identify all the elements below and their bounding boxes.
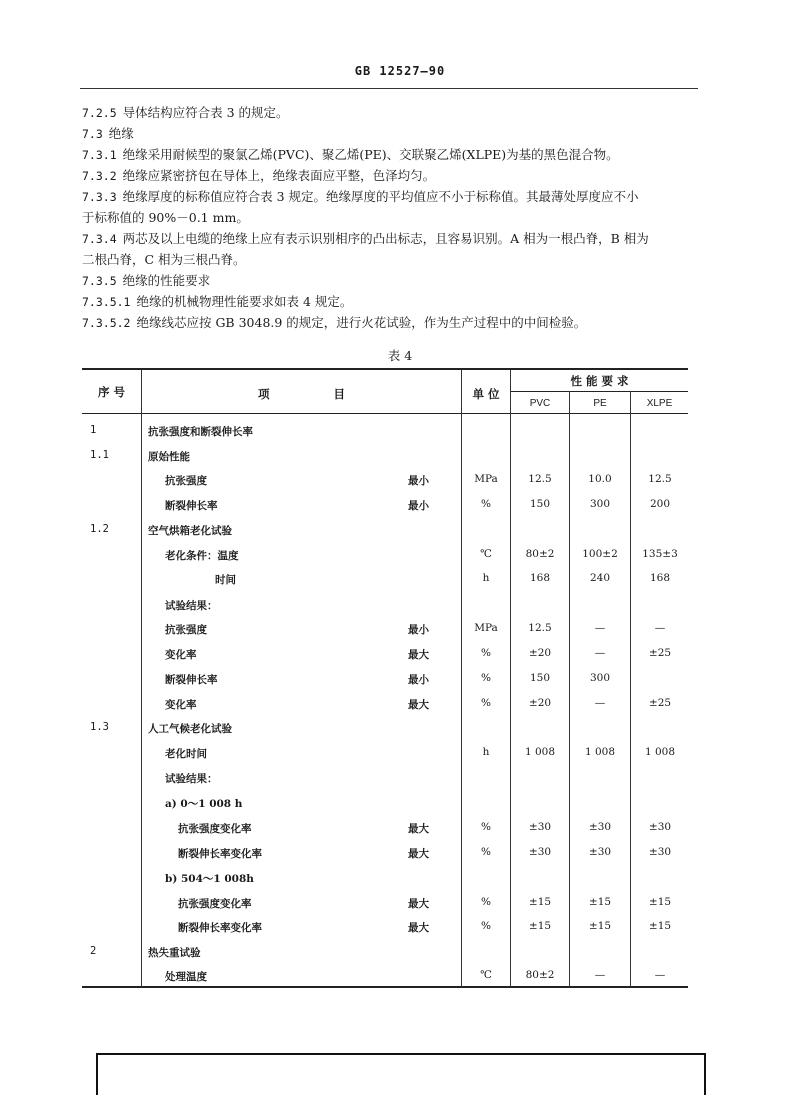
- row-pe: 1 008: [584, 746, 616, 758]
- row-pe: 240: [589, 572, 611, 584]
- clause-text: 绝缘应紧密挤包在导体上，绝缘表面应平整，色泽均匀。: [122, 168, 436, 183]
- row-xlpe: —: [654, 622, 666, 634]
- clause-number: 7.3.4: [82, 232, 117, 246]
- row-unit: h: [482, 572, 490, 584]
- row-item: 时间: [215, 574, 236, 586]
- row-unit: %: [481, 647, 491, 659]
- row-item: 热失重试验: [148, 947, 201, 959]
- table-col-divider: [569, 391, 570, 987]
- row-unit: %: [481, 896, 491, 908]
- row-condition: 最小: [408, 475, 429, 487]
- row-pvc: ±30: [528, 846, 552, 858]
- row-item: 断裂伸长率变化率: [178, 922, 262, 934]
- paragraph: [82, 144, 702, 166]
- paragraph: [82, 291, 702, 313]
- row-xlpe: 1 008: [644, 746, 676, 758]
- row-condition: 最大: [408, 823, 429, 835]
- paragraph: [82, 270, 702, 292]
- row-condition: 最小: [408, 500, 429, 512]
- row-item: 人工气候老化试验: [148, 723, 232, 735]
- row-item: 抗张强度变化率: [178, 823, 252, 835]
- row-pvc: ±15: [528, 920, 552, 932]
- clause-number: 7.3.5: [82, 274, 117, 288]
- row-item: b) 504～1 008h: [165, 873, 254, 885]
- table-col-divider: [461, 369, 462, 987]
- row-item: 试验结果：: [165, 773, 218, 785]
- paragraph: [82, 102, 702, 124]
- row-seq: 2: [90, 945, 97, 957]
- footer-frame: [96, 1053, 706, 1095]
- row-pvc: ±20: [528, 647, 552, 659]
- row-pe: 10.0: [588, 473, 612, 485]
- row-xlpe: ±30: [648, 846, 672, 858]
- row-xlpe: ±15: [648, 896, 672, 908]
- row-condition: 最大: [408, 922, 429, 934]
- row-pe: ±30: [588, 821, 612, 833]
- paragraph: [82, 165, 702, 187]
- row-pvc: 12.5: [528, 473, 552, 485]
- header-pvc: PVC: [529, 398, 551, 409]
- clause-text: 绝缘的机械物理性能要求如表 4 规定。: [136, 294, 353, 309]
- row-xlpe: —: [654, 969, 666, 981]
- row-item: 空气烘箱老化试验: [148, 525, 232, 537]
- header-xlpe: XLPE: [646, 398, 673, 409]
- row-pe: ±15: [588, 920, 612, 932]
- row-pe: ±30: [588, 846, 612, 858]
- row-item: 抗张强度变化率: [178, 898, 252, 910]
- row-item: 抗张强度: [165, 475, 207, 487]
- row-condition: 最大: [408, 848, 429, 860]
- row-unit: %: [481, 920, 491, 932]
- clause-text: 绝缘的性能要求: [122, 273, 211, 288]
- clause-text: 绝缘厚度的标称值应符合表 3 规定。绝缘厚度的平均值应不小于标称值。其最薄处厚度应不小: [122, 189, 639, 204]
- header-seq: 序 号: [97, 385, 125, 399]
- clause-number: 7.3.1: [82, 148, 117, 162]
- row-unit: MPa: [474, 622, 498, 634]
- row-xlpe: ±30: [648, 821, 672, 833]
- row-xlpe: ±25: [648, 697, 672, 709]
- paragraph: [82, 312, 702, 334]
- row-item: 变化率: [165, 649, 197, 661]
- row-pvc: ±30: [528, 821, 552, 833]
- row-item: 断裂伸长率: [165, 674, 218, 686]
- row-item: a) 0～1 008 h: [165, 798, 243, 810]
- paragraph: [82, 249, 702, 270]
- row-item: 老化条件：温度: [165, 550, 239, 562]
- header-perf: 性 能 要 求: [570, 374, 629, 388]
- header-unit: 单 位: [472, 387, 500, 401]
- clause-number: 7.3.5.1: [82, 295, 131, 309]
- row-unit: h: [482, 746, 490, 758]
- clause-text: 二根凸脊，C 相为三根凸脊。: [82, 252, 246, 267]
- table-top-rule: [82, 368, 688, 370]
- row-seq: 1.2: [90, 523, 109, 535]
- row-condition: 最小: [408, 624, 429, 636]
- table-col-divider: [141, 369, 142, 987]
- row-item: 抗张强度: [165, 624, 207, 636]
- row-condition: 最大: [408, 898, 429, 910]
- clause-text: 绝缘采用耐候型的聚氯乙烯(PVC)、聚乙烯(PE)、交联聚乙烯(XLPE)为基的黑色混合物。: [122, 147, 619, 162]
- row-seq: 1.3: [90, 721, 109, 733]
- table-perf-rule: [511, 391, 688, 392]
- row-item: 原始性能: [148, 451, 190, 463]
- row-unit: %: [481, 672, 491, 684]
- row-item: 处理温度: [165, 971, 207, 983]
- paragraph: [82, 123, 702, 145]
- clause-text: 绝缘线芯应按 GB 3048.9 的规定，进行火花试验，作为生产过程中的中间检验。: [136, 315, 587, 330]
- clause-text: 绝缘: [108, 126, 134, 141]
- table-header-rule: [82, 413, 688, 414]
- row-item: 变化率: [165, 699, 197, 711]
- row-unit: ℃: [480, 548, 492, 560]
- row-pvc: 150: [529, 498, 551, 510]
- row-unit: %: [481, 697, 491, 709]
- row-seq: 1.1: [90, 449, 109, 461]
- row-pe: —: [594, 697, 606, 709]
- row-xlpe: ±25: [648, 647, 672, 659]
- header-pe: PE: [593, 398, 607, 409]
- row-item: 断裂伸长率变化率: [178, 848, 262, 860]
- row-item: 抗张强度和断裂伸长率: [148, 426, 253, 438]
- table-col-divider: [510, 369, 511, 987]
- row-unit: ℃: [480, 969, 492, 981]
- row-pvc: 150: [529, 672, 551, 684]
- clause-number: 7.3: [82, 127, 103, 141]
- row-unit: MPa: [474, 473, 498, 485]
- row-pe: 300: [589, 498, 611, 510]
- clause-text: 于标称值的 90%－0.1 mm。: [82, 210, 249, 225]
- row-unit: %: [481, 498, 491, 510]
- row-pvc: 168: [529, 572, 551, 584]
- row-condition: 最大: [408, 649, 429, 661]
- clause-number: 7.3.3: [82, 190, 117, 204]
- document-header: GB 12527—90: [354, 64, 446, 78]
- row-xlpe: 200: [649, 498, 671, 510]
- table-col-divider: [630, 391, 631, 987]
- clause-text: 导体结构应符合表 3 的规定。: [122, 105, 289, 120]
- clause-number: 7.2.5: [82, 106, 117, 120]
- header-rule: [80, 88, 698, 89]
- clause-number: 7.3.5.2: [82, 316, 131, 330]
- table-caption: 表 4: [387, 348, 413, 363]
- paragraph: [82, 207, 702, 228]
- row-condition: 最小: [408, 674, 429, 686]
- row-pe: —: [594, 647, 606, 659]
- row-xlpe: 168: [649, 572, 671, 584]
- row-pvc: 12.5: [528, 622, 552, 634]
- row-pe: ±15: [588, 896, 612, 908]
- row-item: 老化时间: [165, 748, 207, 760]
- row-pe: —: [594, 969, 606, 981]
- row-pe: 100±2: [582, 548, 618, 560]
- row-pvc: ±15: [528, 896, 552, 908]
- table-bottom-rule: [82, 986, 688, 988]
- row-pvc: 80±2: [525, 969, 555, 981]
- row-pvc: 80±2: [525, 548, 555, 560]
- header-item: 项 目: [257, 387, 346, 401]
- row-pvc: 1 008: [524, 746, 556, 758]
- row-xlpe: ±15: [648, 920, 672, 932]
- row-pe: 300: [589, 672, 611, 684]
- row-unit: %: [481, 821, 491, 833]
- row-xlpe: 135±3: [642, 548, 678, 560]
- clause-text: 两芯及以上电缆的绝缘上应有表示识别相序的凸出标志，且容易识别。A 相为一根凸脊，B 相为: [122, 231, 649, 246]
- paragraph: [82, 228, 702, 250]
- clause-number: 7.3.2: [82, 169, 117, 183]
- row-pvc: ±20: [528, 697, 552, 709]
- row-unit: %: [481, 846, 491, 858]
- row-xlpe: 12.5: [648, 473, 672, 485]
- row-item: 试验结果：: [165, 600, 218, 612]
- row-item: 断裂伸长率: [165, 500, 218, 512]
- row-condition: 最大: [408, 699, 429, 711]
- row-pe: —: [594, 622, 606, 634]
- paragraph: [82, 186, 702, 208]
- row-seq: 1: [90, 424, 97, 436]
